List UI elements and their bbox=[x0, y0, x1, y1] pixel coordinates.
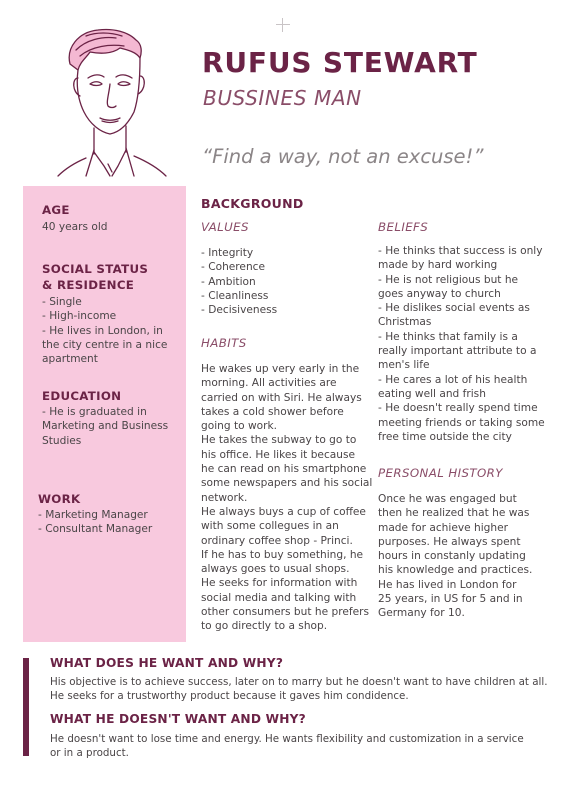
social-status-label: & RESIDENCE bbox=[42, 278, 135, 292]
text-line: He seeks for information with bbox=[201, 577, 358, 590]
list-item: goes anyway to church bbox=[378, 287, 501, 300]
list-item: meeting friends or taking some bbox=[378, 416, 545, 429]
text-line: He doesn't want to lose time and energy. He wants flexibility and customization in a service bbox=[50, 733, 524, 745]
history-text bbox=[378, 492, 532, 621]
text-line: he can read on his smartphone bbox=[201, 463, 367, 476]
text-line: made for achieve higher bbox=[378, 521, 508, 534]
text-line: morning. All activities are bbox=[201, 377, 337, 390]
list-item: - Decisiveness bbox=[201, 304, 278, 317]
list-item: - He thinks that success is only bbox=[378, 245, 543, 257]
list-item: Marketing and Business bbox=[42, 420, 169, 433]
list-item: free time outside the city bbox=[378, 430, 512, 443]
list-item: - Integrity bbox=[201, 247, 254, 259]
history-heading: PERSONAL HISTORY bbox=[378, 466, 503, 480]
portrait-sketch-icon bbox=[56, 26, 168, 180]
list-item: - He is not religious but he bbox=[378, 273, 519, 286]
values-heading: VALUES bbox=[201, 220, 249, 234]
list-item: eating well and frish bbox=[378, 387, 486, 400]
text-line: He takes the subway to go to bbox=[201, 434, 357, 447]
crosshair-mark bbox=[276, 18, 290, 32]
habits-text bbox=[201, 362, 372, 634]
text-line: or in a product. bbox=[50, 747, 129, 760]
list-item: Studies bbox=[42, 434, 82, 447]
education-label: EDUCATION bbox=[42, 389, 122, 403]
text-line: He seeks for a trustworthy product because it gaves him condidence. bbox=[50, 690, 409, 703]
work-label: WORK bbox=[38, 492, 81, 506]
list-item: - High-income bbox=[42, 310, 117, 323]
text-line: He always buys a cup of coffee bbox=[201, 505, 366, 518]
beliefs-heading: BELIEFS bbox=[378, 220, 429, 234]
accent-bar bbox=[23, 658, 29, 756]
text-line: his knowledge and practices. bbox=[378, 564, 533, 577]
text-line: network. bbox=[201, 491, 248, 504]
age-label: AGE bbox=[42, 203, 70, 217]
wants-heading: WHAT DOES HE WANT AND WHY? bbox=[50, 656, 284, 670]
text-line: He wakes up very early in the bbox=[201, 363, 360, 375]
list-item: - He dislikes social events as bbox=[378, 302, 530, 315]
list-item: the city centre in a nice bbox=[42, 338, 168, 351]
list-item: - Consultant Manager bbox=[38, 523, 153, 536]
text-line: 25 years, in US for 5 and in bbox=[378, 593, 523, 606]
text-line: hours in constanly updating bbox=[378, 550, 526, 563]
list-item: - Single bbox=[42, 296, 82, 308]
list-item: - Coherence bbox=[201, 261, 265, 274]
wants-text bbox=[50, 675, 548, 704]
persona-quote: “Find a way, not an excuse!” bbox=[202, 145, 484, 168]
text-line: If he has to buy something, he bbox=[201, 548, 364, 561]
text-line: to go directly to a shop. bbox=[201, 620, 328, 633]
work-list bbox=[38, 508, 152, 537]
text-line: social media and talking with bbox=[201, 591, 357, 604]
values-list bbox=[201, 246, 277, 317]
list-item: - He lives in London, in bbox=[42, 324, 163, 337]
list-item: - He doesn't really spend time bbox=[378, 402, 538, 415]
age-value: 40 years old bbox=[42, 221, 108, 233]
text-line: He has lived in London for bbox=[378, 578, 517, 591]
text-line: then he realized that he was bbox=[378, 507, 530, 520]
list-item: - Marketing Manager bbox=[38, 509, 148, 521]
text-line: carried on with Siri. He always bbox=[201, 391, 362, 404]
text-line: always goes to usual shops. bbox=[201, 563, 350, 576]
text-line: ordinary coffee shop - Princi. bbox=[201, 534, 353, 547]
beliefs-list bbox=[378, 244, 545, 444]
social-status-list bbox=[42, 295, 167, 366]
social-status-label: SOCIAL STATUS bbox=[42, 262, 149, 276]
text-line: some newspapers and his social bbox=[201, 477, 373, 490]
dont-wants-text bbox=[50, 732, 524, 761]
list-item: really important attribute to a bbox=[378, 345, 537, 358]
persona-role: BUSSINES MAN bbox=[203, 86, 362, 110]
list-item: men's life bbox=[378, 359, 430, 372]
list-item: - Ambition bbox=[201, 275, 256, 288]
text-line: takes a cold shower before bbox=[201, 405, 344, 418]
list-item: - He cares a lot of his health bbox=[378, 373, 528, 386]
text-line: Once he was engaged but bbox=[378, 493, 517, 505]
dont-wants-heading: WHAT HE DOESN'T WANT AND WHY? bbox=[50, 712, 306, 726]
text-line: Germany for 10. bbox=[378, 607, 465, 620]
text-line: His objective is to achieve success, later on to marry but he doesn't want to have children at all. bbox=[50, 676, 548, 688]
list-item: made by hard working bbox=[378, 259, 498, 272]
list-item: apartment bbox=[42, 353, 98, 366]
text-line: with some collegues in an bbox=[201, 520, 339, 533]
persona-name: RUFUS STEWART bbox=[202, 46, 478, 79]
text-line: going to work. bbox=[201, 420, 277, 433]
list-item: - He thinks that family is a bbox=[378, 330, 518, 343]
list-item: Christmas bbox=[378, 316, 432, 329]
background-heading: BACKGROUND bbox=[201, 196, 304, 211]
education-list bbox=[42, 405, 168, 448]
text-line: purposes. He always spent bbox=[378, 535, 521, 548]
list-item: - He is graduated in bbox=[42, 406, 147, 418]
list-item: - Cleanliness bbox=[201, 289, 269, 302]
text-line: other consumers but he prefers bbox=[201, 606, 369, 619]
habits-heading: HABITS bbox=[201, 336, 247, 350]
text-line: his office. He likes it because bbox=[201, 448, 356, 461]
